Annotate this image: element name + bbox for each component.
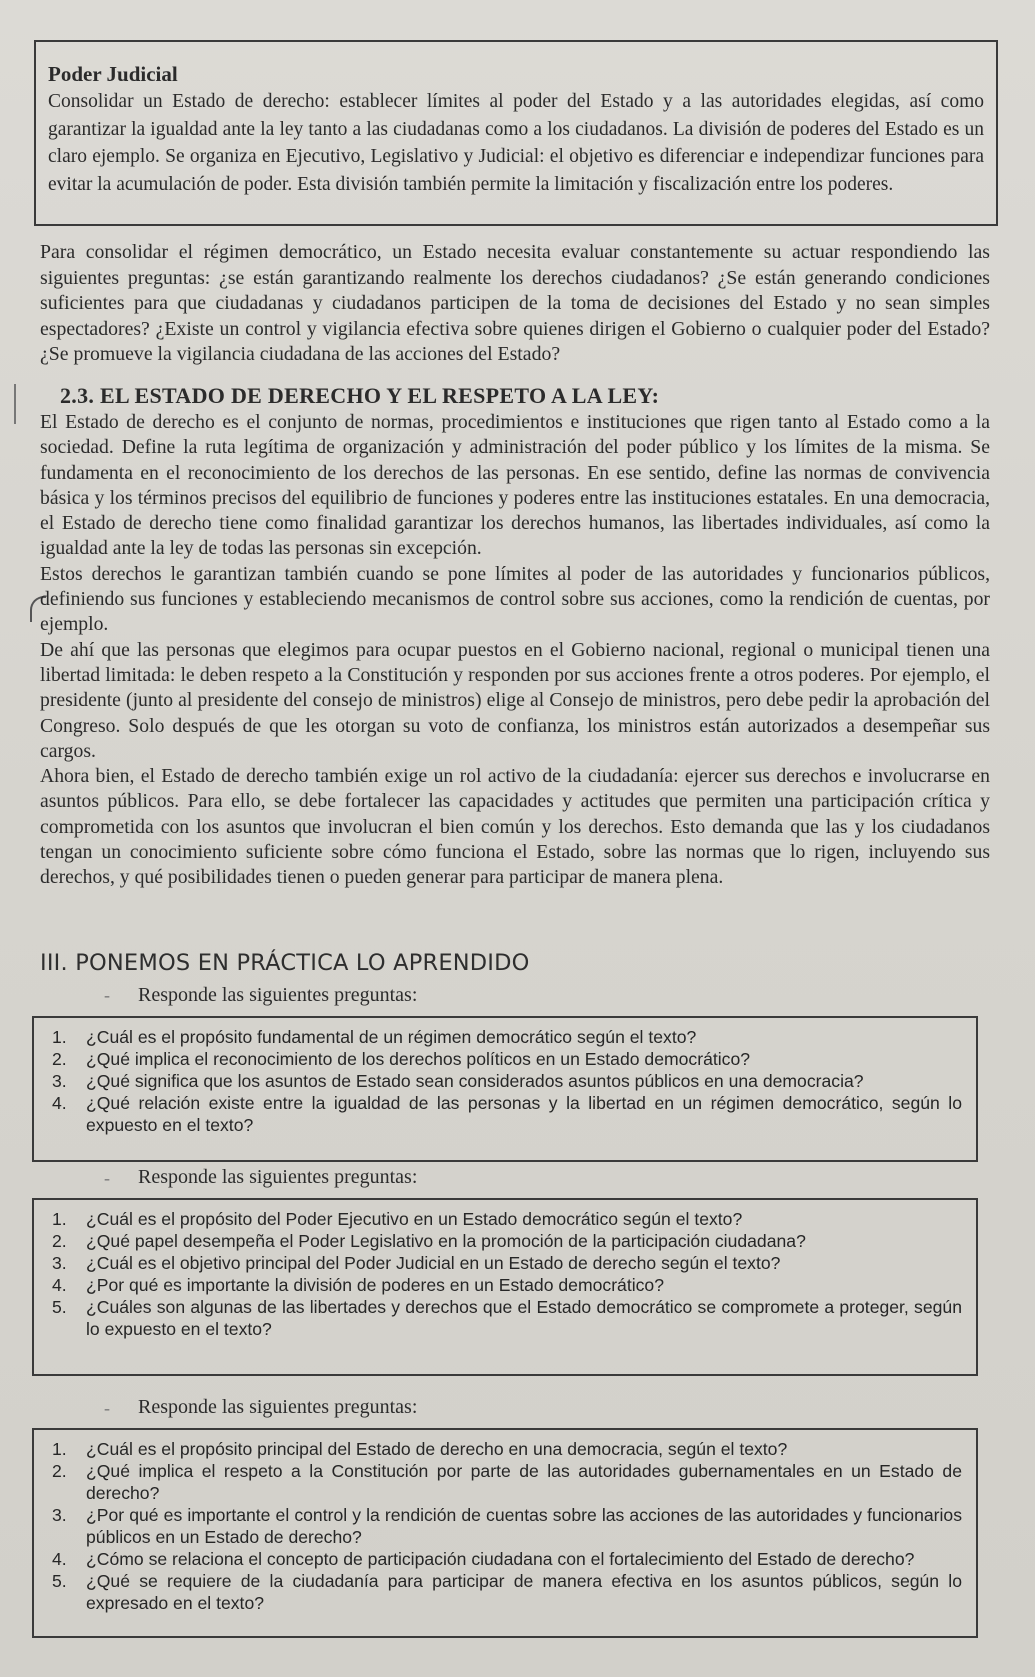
section-paragraph: De ahí que las personas que elegimos para ocupar puestos en el Gobierno nacional, regional o municipal tienen una libertad limitada: le deben respeto a la Constitución y responden por sus acciones frente a otros poderes. Por ejemplo, el presidente (junto al presidente del consejo de ministros) elige al Consejo de ministros, pero debe pedir la aprobación del Congreso. Solo después de que les otorgan su voto de confianza, los ministros están autorizados a desempeñar sus cargos. (40, 638, 990, 762)
respond-label: Responde las siguientes preguntas: (138, 1166, 418, 1188)
question-item (52, 1208, 962, 1230)
question-item (52, 1048, 962, 1070)
practice-heading: III. PONEMOS EN PRÁCTICA LO APRENDIDO (40, 950, 530, 976)
question-text: ¿Cómo se relaciona el concepto de participación ciudadana con el fortalecimiento del Estado de derecho? (86, 1549, 915, 1569)
question-item (52, 1548, 962, 1570)
section-paragraph: Estos derechos le garantizan también cuando se pone límites al poder de las autoridades y funcionarios públicos, definiendo sus funciones y estableciendo mecanismos de control sobre sus acciones, como la rendición de cuentas, por ejemplo. (40, 562, 990, 636)
question-item (52, 1570, 962, 1614)
question-box-3 (32, 1428, 978, 1638)
question-number: 1. (52, 1027, 67, 1047)
question-list (52, 1208, 962, 1340)
question-item (52, 1092, 962, 1136)
poder-judicial-body: Consolidar un Estado de derecho: establecer límites al poder del Estado y a las autoridades elegidas, así como garantizar la igualdad ante la ley tanto a las ciudadanas como a los ciudadanos. La división de poderes del Estado es un claro ejemplo. Se organiza en Ejecutivo, Legislativo y Judicial: el objetivo es diferenciar e independizar funciones para evitar la acumulación de poder. Esta división también permite la limitación y fiscalización entre los poderes. (48, 91, 984, 195)
question-item (52, 1252, 962, 1274)
question-text: ¿Qué significa que los asuntos de Estado sean considerados asuntos públicos en una democracia? (86, 1071, 864, 1091)
question-text: ¿Cuál es el propósito principal del Estado de derecho en una democracia, según el texto? (86, 1439, 788, 1459)
question-list (52, 1026, 962, 1136)
question-number: 5. (52, 1297, 67, 1317)
question-text: ¿Cuál es el propósito fundamental de un régimen democrático según el texto? (86, 1027, 697, 1047)
question-number: 2. (52, 1231, 67, 1251)
question-text: ¿Cuál es el propósito del Poder Ejecutivo en un Estado democrático según el texto? (86, 1209, 743, 1229)
section-heading: 2.3. EL ESTADO DE DERECHO Y EL RESPETO A LA LEY: (60, 383, 660, 408)
question-item (52, 1230, 962, 1252)
question-item (52, 1026, 962, 1048)
question-number: 2. (52, 1461, 67, 1481)
question-number: 4. (52, 1093, 67, 1113)
section-paragraph: El Estado de derecho es el conjunto de normas, procedimientos e instituciones que rigen tanto al Estado como a la sociedad. Define la ruta legítima de organización y administración del poder público y los límites de la misma. Se fundamenta en el reconocimiento de los derechos de las personas. En ese sentido, define las normas de convivencia básica y los términos precisos del equilibrio de funciones y poderes entre las instituciones estatales. En una democracia, el Estado de derecho tiene como finalidad garantizar los derechos humanos, las libertades individuales, así como la igualdad ante la ley de todas las personas sin excepción. (40, 411, 990, 560)
question-text: ¿Qué implica el reconocimiento de los derechos políticos en un Estado democrático? (86, 1049, 751, 1069)
question-item (52, 1296, 962, 1340)
question-number: 4. (52, 1275, 67, 1295)
dash-mark: - (104, 1168, 110, 1188)
dash-mark: - (104, 1398, 110, 1418)
question-text: ¿Qué relación existe entre la igualdad de las personas y la libertad en un régimen democrático, según lo expuesto en el texto? (86, 1093, 962, 1135)
question-number: 1. (52, 1439, 67, 1459)
question-number: 3. (52, 1505, 67, 1525)
intro-paragraph: Para consolidar el régimen democrático, un Estado necesita evaluar constantemente su actuar respondiendo las siguientes preguntas: ¿se están garantizando realmente los derechos ciudadanos? ¿Se están generando condiciones suficientes para que ciudadanas y ciudadanos participen de la toma de decisiones del Estado y no sean simples espectadores? ¿Existe un control y vigilancia efectiva sobre quienes dirigen el Gobierno o cualquier poder del Estado? ¿Se promueve la vigilancia ciudadana de las acciones del Estado? (40, 241, 990, 365)
question-text: ¿Cuáles son algunas de las libertades y derechos que el Estado democrático se compromete a proteger, según lo expuesto en el texto? (86, 1297, 962, 1339)
question-list (52, 1438, 962, 1614)
respond-label: Responde las siguientes preguntas: (138, 1396, 418, 1418)
question-number: 3. (52, 1071, 67, 1091)
respond-label: Responde las siguientes preguntas: (138, 984, 418, 1006)
question-item (52, 1460, 962, 1504)
question-item (52, 1438, 962, 1460)
section-paragraph: Ahora bien, el Estado de derecho también exige un rol activo de la ciudadanía: ejercer sus derechos e involucrarse en asuntos públicos. Para ello, se debe fortalecer las capacidades y actitudes que permiten una participación crítica y comprometida con los asuntos que involucran el bien común y los derechos. Esto demanda que las y los ciudadanos tengan un conocimiento suficiente sobre cómo funciona el Estado, sobre las normas que lo rigen, incluyendo sus derechos, y qué posibilidades tienen o pueden generar para participar de manera plena. (40, 765, 990, 889)
question-number: 2. (52, 1049, 67, 1069)
question-item (52, 1070, 962, 1092)
question-number: 5. (52, 1571, 67, 1591)
poder-judicial-title: Poder Judicial (48, 62, 178, 86)
section-body (40, 410, 990, 891)
question-number: 3. (52, 1253, 67, 1273)
question-text: ¿Qué implica el respeto a la Constitución por parte de las autoridades gubernamentales en un Estado de derecho? (86, 1461, 962, 1503)
question-item (52, 1504, 962, 1548)
question-number: 1. (52, 1209, 67, 1229)
question-box-2 (32, 1198, 978, 1376)
question-text: ¿Cuál es el objetivo principal del Poder Judicial en un Estado de derecho según el texto? (86, 1253, 781, 1273)
intro-paragraph-block (40, 240, 990, 368)
question-text: ¿Por qué es importante la división de poderes en un Estado democrático? (86, 1275, 664, 1295)
question-box-1 (32, 1016, 978, 1162)
poder-judicial-box (34, 40, 998, 226)
dash-mark: - (104, 985, 110, 1005)
margin-bracket-mark (14, 384, 28, 424)
question-text: ¿Qué papel desempeña el Poder Legislativo en la promoción de la participación ciudadana? (86, 1231, 806, 1251)
question-text: ¿Qué se requiere de la ciudadanía para participar de manera efectiva en los asuntos públicos, según lo expresado en el texto? (86, 1571, 962, 1613)
question-item (52, 1274, 962, 1296)
question-number: 4. (52, 1549, 67, 1569)
question-text: ¿Por qué es importante el control y la rendición de cuentas sobre las acciones de las autoridades y funcionarios públicos en un Estado de derecho? (86, 1505, 962, 1547)
